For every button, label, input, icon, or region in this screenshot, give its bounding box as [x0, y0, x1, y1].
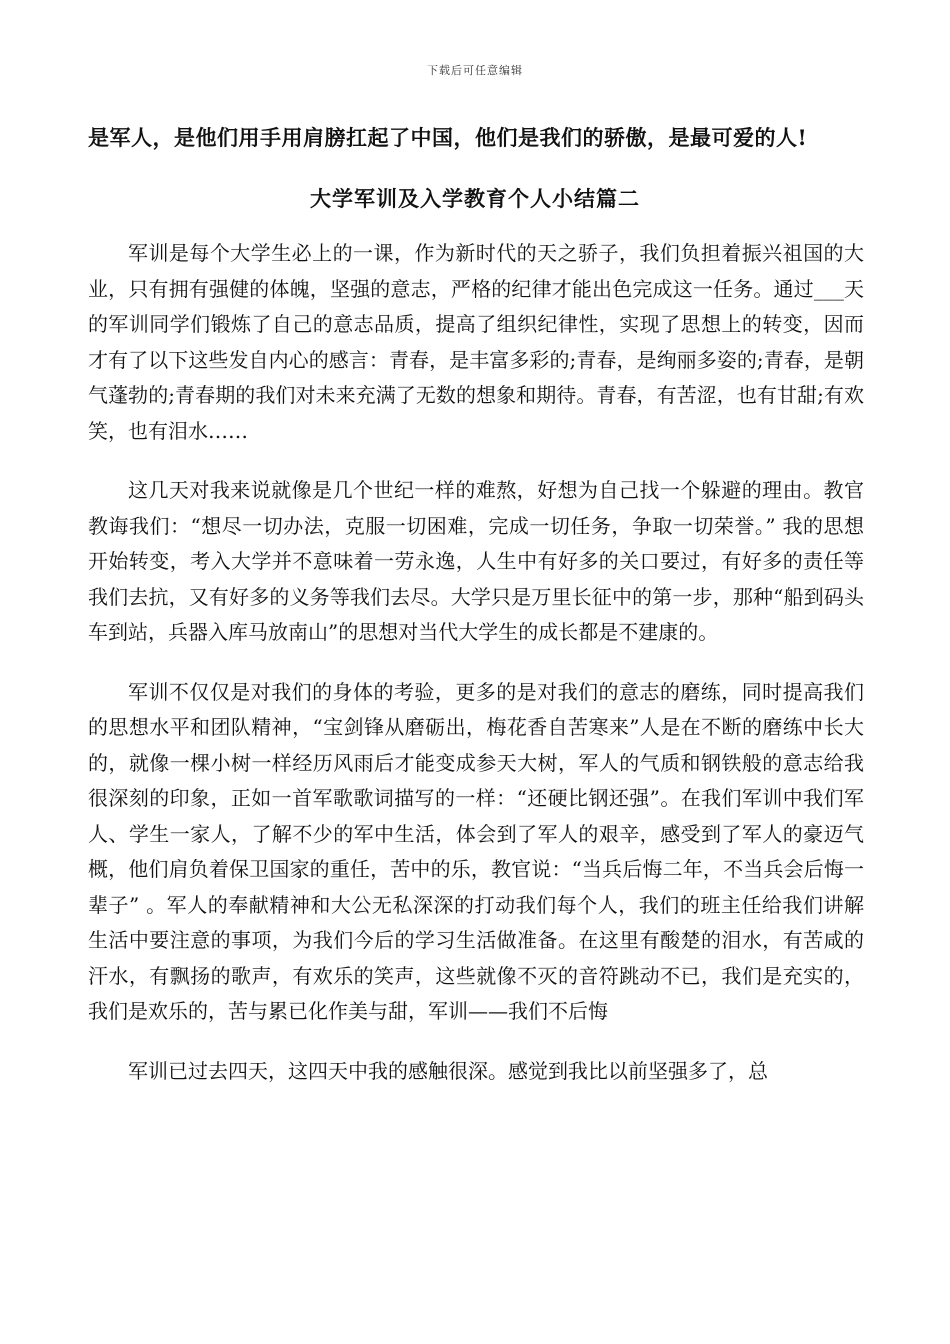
paragraph: 这几天对我来说就像是几个世纪一样的难熬，好想为自己找一个躲避的理由。教官教诲我们：“想尽一切办法，克服一切困难，完成一切任务，争取一切荣誉。” 我的思想开始转变，考入大学并不意味着一劳永逸，人生中有好多的关口要过，有好多的责任等我们去抗，又有好多的义务等我们去尽。大学只是万里长征中的第一步，那种“船到码头车到站，兵器入库马放南山”的思想对当代大学生的成长都是不建康的。 — [88, 478, 864, 644]
section-title: 大学军训及入学教育个人小结篇二 — [310, 186, 640, 211]
paragraph: 军训是每个大学生必上的一课，作为新时代的天之骄子，我们负担着振兴祖国的大业，只有拥有强健的体魄，坚强的意志，严格的纪律才能出色完成这一任务。通过___天的军训同学们锻炼了自己的意志品质，提高了组织纪律性，实现了思想上的转变，因而才有了以下这些发自内心的感言：青春，是丰富多彩的;青春，是绚丽多姿的;青春，是朝气蓬勃的;青春期的我们对未来充满了无数的想象和期待。青春，有苦涩，也有甘甜;有欢笑，也有泪水…… — [88, 241, 864, 443]
body-text — [88, 236, 864, 1113]
paragraph: 军训不仅仅是对我们的身体的考验，更多的是对我们的意志的磨练，同时提高我们的思想水平和团队精神，“宝剑锋从磨砺出，梅花香自苦寒来”人是在不断的磨练中长大的，就像一棵小树一样经历风雨后才能变成参天大树，军人的气质和钢铁般的意志给我很深刻的印象，正如一首军歌歌词描写的一样：“还硬比钢还强”。在我们军训中我们军人、学生一家人，了解不少的军中生活，体会到了军人的艰辛，感受到了军人的豪迈气概，他们肩负着保卫国家的重任，苦中的乐，教官说：“当兵后悔二年，不当兵会后悔一辈子” 。军人的奉献精神和大公无私深深的打动我们每个人，我们的班主任给我们讲解生活中要注意的事项，为我们今后的学习生活做准备。在这里有酸楚的泪水，有苦咸的汗水，有飘扬的歌声，有欢乐的笑声，这些就像不灭的音符跳动不已，我们是充实的，我们是欢乐的，苦与累已化作美与甜，军训——我们不后悔 — [88, 679, 864, 1023]
lead-line: 是军人，是他们用手用肩膀扛起了中国，他们是我们的骄傲，是最可爱的人! — [88, 125, 808, 150]
page-header-note: 下载后可任意编辑 — [427, 64, 523, 77]
paragraph: 军训已过去四天，这四天中我的感触很深。感觉到我比以前坚强多了，总 — [128, 1058, 768, 1083]
